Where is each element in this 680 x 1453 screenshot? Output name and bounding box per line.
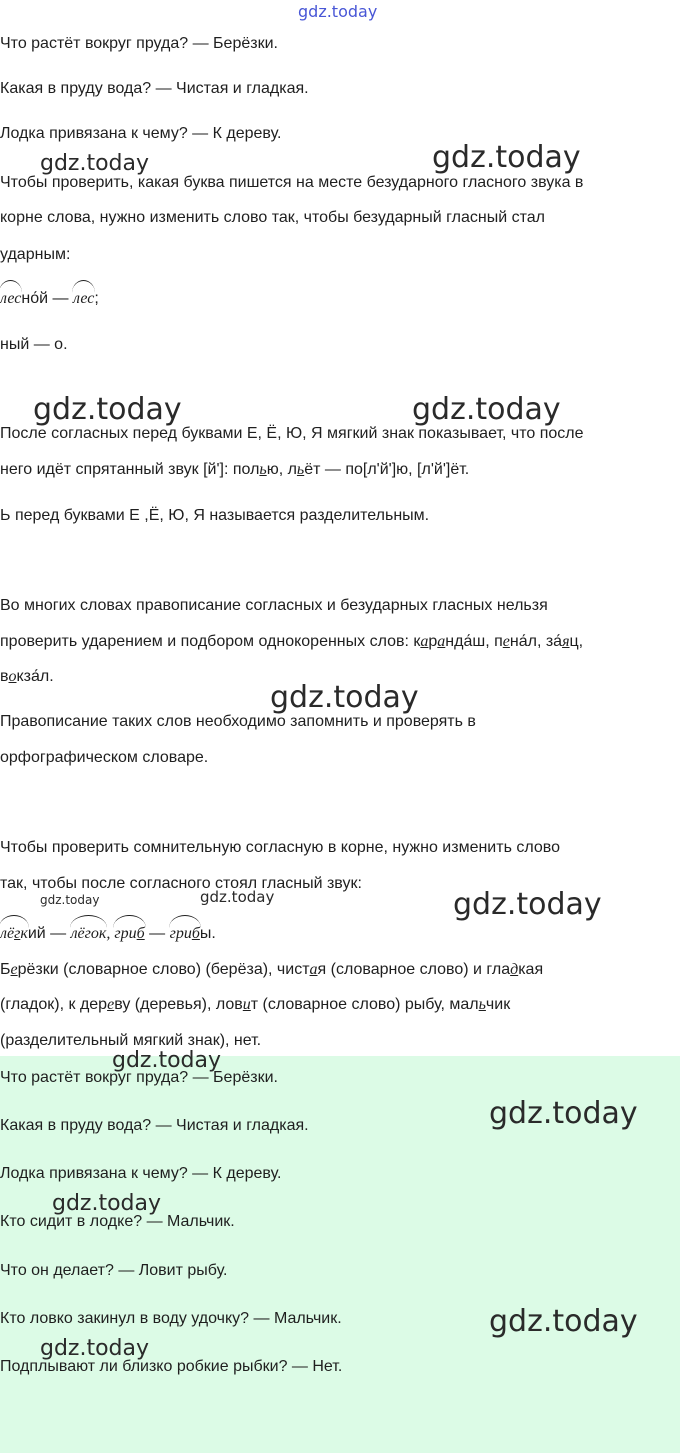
watermark: gdz.today bbox=[489, 1304, 638, 1339]
watermark: gdz.today bbox=[453, 887, 602, 922]
rule-text: ударным: bbox=[0, 246, 71, 263]
watermark: gdz.today bbox=[270, 680, 419, 715]
watermark: gdz.today bbox=[40, 151, 150, 176]
answer-line: Что растёт вокруг пруда? — Берёзки. bbox=[0, 1069, 278, 1086]
example-line: лёгкий — лёгок, гриб — грибы. bbox=[0, 925, 216, 942]
rule-text: Ь перед буквами Е ,Ё, Ю, Я называется разделительным. bbox=[0, 507, 430, 524]
answer-line: Кто ловко закинул в воду удочку? — Мальчик. bbox=[0, 1310, 342, 1327]
rule-text: Чтобы проверить, какая буква пишется на месте безударного гласного звука в bbox=[0, 174, 584, 191]
qa-line: Что растёт вокруг пруда? — Берёзки. bbox=[0, 35, 278, 52]
rule-text: Правописание таких слов необходимо запомнить и проверять в bbox=[0, 713, 476, 730]
watermark: gdz.today bbox=[40, 1336, 150, 1361]
root-mark: лес bbox=[72, 290, 95, 307]
root-mark: лес bbox=[0, 290, 22, 307]
rule-text: После согласных перед буквами Е, Ё, Ю, Я мягкий знак показывает, что после bbox=[0, 425, 584, 442]
rule-text: вокза́л. bbox=[0, 668, 54, 685]
answer-line: Что он делает? — Ловит рыбу. bbox=[0, 1262, 228, 1279]
watermark: gdz.today bbox=[112, 1048, 222, 1073]
letter-mark: ь bbox=[296, 461, 305, 478]
rule-text: проверить ударением и подбором однокоренных слов: каранда́ш, пена́л, за́яц, bbox=[0, 633, 584, 650]
rule-text: него идёт спрятанный звук [й']: полью, льёт — по[л'й']ю, [л'й']ёт. bbox=[0, 461, 470, 478]
answer-line: Кто сидит в лодке? — Мальчик. bbox=[0, 1213, 235, 1230]
answer-line: Какая в пруду вода? — Чистая и гладкая. bbox=[0, 1117, 309, 1134]
watermark: gdz.today bbox=[412, 392, 561, 427]
rule-text: Во многих словах правописание согласных и безударных гласных нельзя bbox=[0, 597, 548, 614]
letter-mark: ь bbox=[259, 461, 267, 478]
rule-text: (разделительный мягкий знак), нет. bbox=[0, 1032, 262, 1049]
watermark: gdz.today bbox=[33, 392, 182, 427]
rule-text: (гладок), к дереву (деревья), ловит (словарное слово) рыбу, мальчик bbox=[0, 996, 511, 1013]
rule-text: Берёзки (словарное слово) (берёза), чистая (словарное слово) и гладкая bbox=[0, 961, 544, 978]
qa-line: Лодка привязана к чему? — К дереву. bbox=[0, 125, 282, 142]
rule-text: ный — о. bbox=[0, 336, 68, 353]
rule-text: корне слова, нужно изменить слово так, чтобы безударный гласный стал bbox=[0, 209, 545, 226]
rule-text: Чтобы проверить сомнительную согласную в корне, нужно изменить слово bbox=[0, 839, 560, 856]
watermark: gdz.today bbox=[489, 1096, 638, 1131]
rule-text: так, чтобы после согласного стоял гласный звук: bbox=[0, 875, 362, 892]
rule-text: орфографическом словаре. bbox=[0, 749, 209, 766]
example-line: лесно́й — лес; bbox=[0, 290, 99, 307]
answer-line: Подплывают ли близко робкие рыбки? — Нет. bbox=[0, 1358, 343, 1375]
watermark: gdz.today bbox=[200, 888, 275, 906]
watermark: gdz.today bbox=[298, 2, 378, 21]
answer-line: Лодка привязана к чему? — К дереву. bbox=[0, 1165, 282, 1182]
watermark: gdz.today bbox=[40, 893, 100, 907]
qa-line: Какая в пруду вода? — Чистая и гладкая. bbox=[0, 80, 309, 97]
watermark: gdz.today bbox=[52, 1191, 162, 1216]
watermark: gdz.today bbox=[432, 140, 581, 175]
